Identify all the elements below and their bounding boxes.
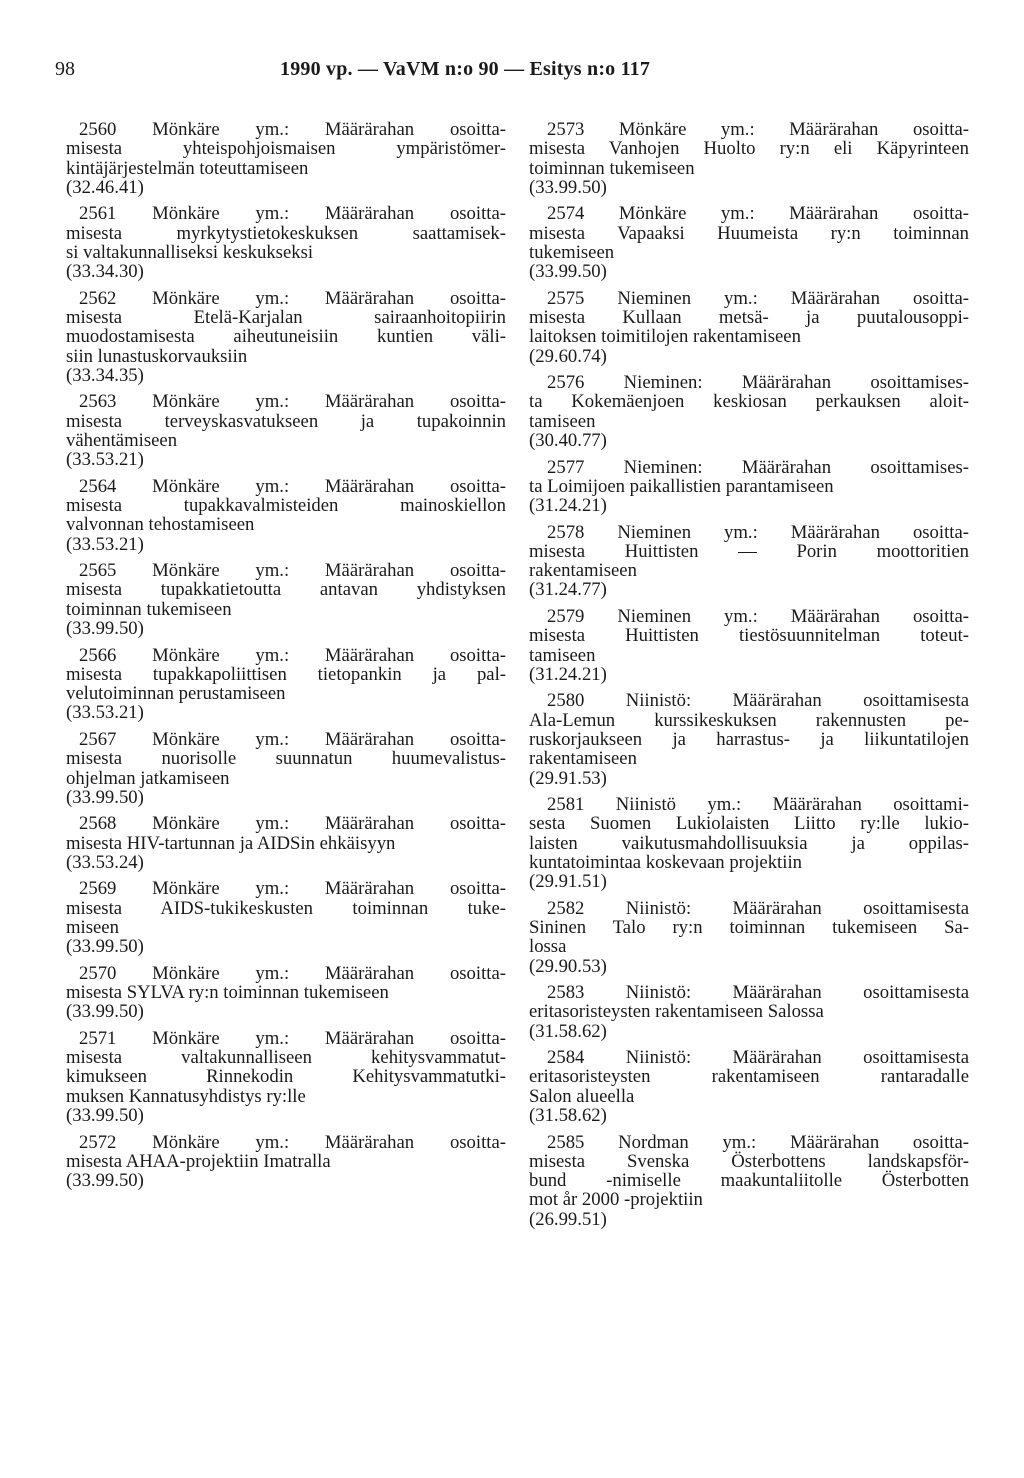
motion-text-line: mot år 2000 -projektiin [529, 1189, 703, 1211]
budget-item-code: (31.24.77) [529, 579, 607, 601]
motion-heading-line: 2562 Mönkäre ym.: Määrärahan osoitta- [79, 287, 506, 309]
motion-text-line: misesta Vanhojen Huolto ry:n eli Käpyrinteen [529, 138, 969, 160]
motion-text-line: sesta Suomen Lukiolaisten Liitto ry:lle lukio- [529, 813, 969, 835]
budget-item-code: (29.60.74) [529, 345, 607, 367]
motion-heading-line: 2570 Mönkäre ym.: Määrärahan osoitta- [79, 962, 506, 984]
motion-text-line: misesta AIDS-tukikeskusten toiminnan tuke- [66, 897, 506, 919]
motion-text-line: ta Kokemäenjoen keskiosan perkauksen aloit- [529, 391, 969, 413]
motion-text-line: misesta myrkytystietokeskuksen saattamisek- [66, 222, 506, 244]
budget-item-code: (33.53.24) [66, 851, 144, 873]
motion-text-line: ohjelman jatkamiseen [66, 767, 230, 789]
budget-item-code: (29.91.53) [529, 767, 607, 789]
motion-text-line: misesta Svenska Österbottens landskapsför- [529, 1150, 969, 1172]
budget-item-code: (33.99.50) [66, 1170, 144, 1192]
motion-entry [529, 1048, 969, 1125]
left-column [66, 120, 506, 1198]
budget-item-code: (33.99.50) [66, 1105, 144, 1127]
page-header [55, 58, 975, 88]
motion-text-line: tukemiseen [529, 241, 615, 263]
motion-text-line: Ala-Lemun kurssikeskuksen rakennusten pe- [529, 709, 969, 731]
motion-text-line: misesta nuorisolle suunnatun huumevalistus- [66, 748, 506, 770]
motion-entry [66, 814, 506, 872]
motion-heading-line: 2564 Mönkäre ym.: Määrärahan osoitta- [79, 475, 506, 497]
motion-heading-line: 2560 Mönkäre ym.: Määrärahan osoitta- [79, 119, 506, 140]
budget-item-code: (31.58.62) [529, 1105, 607, 1127]
motion-heading-line: 2583 Niinistö: Määrärahan osoittamisesta [547, 982, 969, 1004]
motion-text-line: muodostamisesta aiheutuneisiin kuntien väli- [66, 326, 506, 348]
motion-text-line: kimukseen Rinnekodin Kehitysvammatutki- [66, 1066, 506, 1088]
motion-heading-line: 2566 Mönkäre ym.: Määrärahan osoitta- [79, 644, 506, 666]
motion-text-line: lossa [529, 936, 567, 958]
motion-text-line: valvonnan tehostamiseen [66, 514, 255, 536]
motion-entry [66, 1029, 506, 1125]
motion-text-line: ruskorjaukseen ja harrastus- ja liikuntatilojen [529, 728, 969, 750]
budget-item-code: (33.53.21) [66, 702, 144, 724]
motion-text-line: Sininen Talo ry:n toiminnan tukemiseen Sa- [529, 916, 969, 938]
motion-entry [529, 373, 969, 450]
motion-text-line: ta Loimijoen paikallistien parantamiseen [529, 475, 834, 497]
motion-entry [66, 477, 506, 554]
motion-entry [66, 204, 506, 281]
motion-heading-line: 2571 Mönkäre ym.: Määrärahan osoitta- [79, 1027, 506, 1049]
budget-item-code: (31.24.21) [529, 495, 607, 517]
motion-heading-line: 2580 Niinistö: Määrärahan osoittamisesta [547, 690, 969, 712]
page-number: 98 [55, 58, 75, 80]
motion-entry [66, 392, 506, 469]
right-column [529, 120, 969, 1236]
motion-entry [529, 899, 969, 976]
motion-entry [66, 730, 506, 807]
motion-text-line: misesta terveyskasvatukseen ja tupakoinnin [66, 410, 506, 432]
motion-heading-line: 2577 Nieminen: Määrärahan osoittamises- [547, 456, 969, 478]
motion-entry [66, 646, 506, 723]
budget-item-code: (33.53.21) [66, 449, 144, 471]
motion-text-line: si valtakunnalliseksi keskukseksi [66, 241, 314, 263]
motion-text-line: misesta valtakunnalliseen kehitysvammatut- [66, 1047, 506, 1069]
running-title: 1990 vp. — VaVM n:o 90 — Esitys n:o 117 [280, 58, 651, 80]
budget-item-code: (31.24.21) [529, 663, 607, 685]
motion-entry [529, 691, 969, 787]
motion-text-line: muksen Kannatusyhdistys ry:lle [66, 1085, 306, 1107]
motion-entry [66, 120, 506, 197]
motion-text-line: tamiseen [529, 410, 596, 432]
motion-text-line: misesta SYLVA ry:n toiminnan tukemiseen [66, 982, 389, 1004]
budget-item-code: (33.99.50) [66, 936, 144, 958]
budget-item-code: (30.40.77) [529, 430, 607, 452]
motion-heading-line: 2582 Niinistö: Määrärahan osoittamisesta [547, 897, 969, 919]
motion-text-line: laitoksen toimitilojen rakentamiseen [529, 326, 801, 348]
budget-item-code: (29.90.53) [529, 955, 607, 977]
motion-heading-line: 2581 Niinistö ym.: Määrärahan osoittami- [547, 794, 969, 815]
motion-text-line: kintäjärjestelmän toteuttamiseen [66, 157, 309, 179]
motion-entry [66, 561, 506, 638]
budget-item-code: (33.99.50) [66, 618, 144, 640]
motion-text-line: misesta tupakkapoliittisen tietopankin ja pal- [66, 663, 506, 685]
budget-item-code: (33.99.50) [66, 1001, 144, 1023]
motion-text-line: misesta Huittisten — Porin moottoritien [529, 540, 969, 562]
motion-text-line: Salon alueella [529, 1085, 635, 1107]
motion-entry [529, 120, 969, 197]
motion-text-line: kuntatoimintaa koskevaan projektiin [529, 851, 802, 873]
motion-entry [529, 458, 969, 516]
motion-heading-line: 2574 Mönkäre ym.: Määrärahan osoitta- [547, 203, 969, 225]
motion-heading-line: 2572 Mönkäre ym.: Määrärahan osoitta- [79, 1131, 506, 1153]
motion-text-line: misesta Kullaan metsä- ja puutalousoppi- [529, 307, 969, 329]
motion-entry [66, 879, 506, 956]
budget-item-code: (33.34.30) [66, 261, 144, 283]
motion-text-line: misesta HIV-tartunnan ja AIDSin ehkäisyyn [66, 832, 396, 854]
budget-item-code: (26.99.51) [529, 1208, 607, 1230]
motion-heading-line: 2565 Mönkäre ym.: Määrärahan osoitta- [79, 560, 506, 582]
motion-heading-line: 2578 Nieminen ym.: Määrärahan osoitta- [547, 521, 969, 543]
motion-heading-line: 2584 Niinistö: Määrärahan osoittamisesta [547, 1047, 969, 1069]
motion-text-line: velutoiminnan perustamiseen [66, 683, 286, 705]
budget-item-code: (33.53.21) [66, 533, 144, 555]
motion-heading-line: 2569 Mönkäre ym.: Määrärahan osoitta- [79, 878, 506, 900]
motion-text-line: misesta tupakkatietoutta antavan yhdistyksen [66, 579, 506, 601]
motion-entry [529, 795, 969, 891]
motion-entry [529, 523, 969, 600]
motion-text-line: rakentamiseen [529, 748, 637, 770]
motion-text-line: toiminnan tukemiseen [529, 157, 695, 179]
motion-entry [529, 607, 969, 684]
motion-entry [529, 1133, 969, 1229]
motion-heading-line: 2585 Nordman ym.: Määrärahan osoitta- [547, 1131, 969, 1153]
motion-heading-line: 2567 Mönkäre ym.: Määrärahan osoitta- [79, 728, 506, 750]
budget-item-code: (31.58.62) [529, 1020, 607, 1042]
motion-entry [529, 289, 969, 366]
motion-heading-line: 2568 Mönkäre ym.: Määrärahan osoitta- [79, 813, 506, 835]
budget-item-code: (29.91.51) [529, 871, 607, 893]
motion-text-line: eritasoristeysten rakentamiseen Salossa [529, 1001, 824, 1023]
motion-text-line: bund -nimiselle maakuntaliitolle Österbotten [529, 1170, 969, 1192]
motion-text-line: misesta tupakkavalmisteiden mainoskiellon [66, 495, 506, 517]
motion-text-line: misesta yhteispohjoismaisen ympäristömer- [66, 138, 506, 160]
motion-heading-line: 2561 Mönkäre ym.: Määrärahan osoitta- [79, 203, 506, 225]
motion-text-line: siin lunastuskorvauksiin [66, 345, 248, 367]
motion-text-line: laisten vaikutusmahdollisuuksia ja oppilas- [529, 832, 969, 854]
motion-text-line: eritasoristeysten rakentamiseen rantaradalle [529, 1066, 969, 1088]
motion-entry [529, 204, 969, 281]
budget-item-code: (33.99.50) [529, 261, 607, 283]
motion-text-line: misesta Vapaaksi Huumeista ry:n toiminnan [529, 222, 969, 244]
motion-heading-line: 2579 Nieminen ym.: Määrärahan osoitta- [547, 605, 969, 627]
motion-text-line: miseen [66, 916, 119, 938]
motion-text-line: misesta Huittisten tiestösuunnitelman toteut- [529, 625, 969, 647]
budget-item-code: (33.34.35) [66, 364, 144, 386]
motion-text-line: toiminnan tukemiseen [66, 598, 232, 620]
motion-entry [66, 964, 506, 1022]
motion-text-line: rakentamiseen [529, 560, 637, 582]
motion-entry [529, 983, 969, 1041]
budget-item-code: (33.99.50) [66, 786, 144, 808]
motion-text-line: tamiseen [529, 644, 596, 666]
motion-heading-line: 2563 Mönkäre ym.: Määrärahan osoitta- [79, 391, 506, 413]
motion-entry [66, 1133, 506, 1191]
motion-heading-line: 2575 Nieminen ym.: Määrärahan osoitta- [547, 287, 969, 309]
budget-item-code: (32.46.41) [66, 176, 144, 198]
motion-text-line: misesta Etelä-Karjalan sairaanhoitopiirin [66, 307, 506, 329]
motion-text-line: vähentämiseen [66, 430, 178, 452]
motion-heading-line: 2573 Mönkäre ym.: Määrärahan osoitta- [547, 119, 969, 140]
budget-item-code: (33.99.50) [529, 176, 607, 198]
motion-text-line: misesta AHAA-projektiin Imatralla [66, 1150, 331, 1172]
motion-entry [66, 289, 506, 385]
motion-heading-line: 2576 Nieminen: Määrärahan osoittamises- [547, 372, 969, 394]
